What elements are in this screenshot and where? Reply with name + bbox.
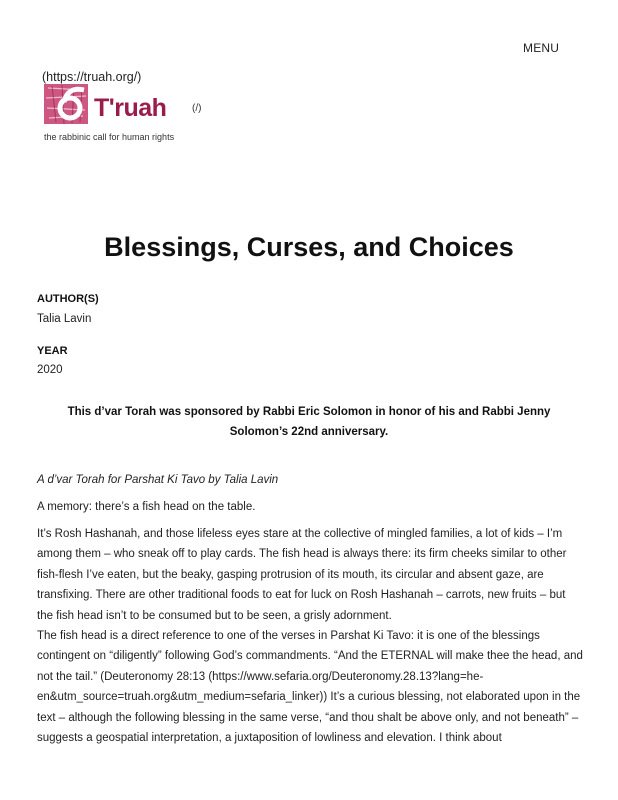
paragraph-2: It’s Rosh Hashanah, and those lifeless eyes stare at the collective of mingled families, a lot of kids – I’m among them – who sneak off to play cards. The fish head is always there: its firm cheeks similar to other fish-flesh I’ve eaten, but the beaky, gasping protrusion of its mouth, its circular and absent gaze, are transfixing. There are other traditional foods to eat for luck on Rosh Hashanah – carrots, new fruits – but the fish head isn’t to be consumed but to be seen, a grisly adornment. bbox=[37, 528, 567, 622]
page-title: Blessings, Curses, and Choices bbox=[104, 232, 514, 262]
year-label: YEAR bbox=[37, 345, 68, 357]
year-value: 2020 bbox=[37, 364, 63, 376]
home-link[interactable]: (/) bbox=[192, 103, 202, 114]
truah-logo-mark-icon bbox=[44, 80, 92, 130]
sponsor-note: This d’var Torah was sponsored by Rabbi Eric Solomon in honor of his and Rabbi Jenny Solomon’s 22nd anniversary. bbox=[67, 406, 551, 438]
menu-button[interactable]: MENU bbox=[523, 41, 560, 55]
paragraph-3: The fish head is a direct reference to one of the verses in Parshat Ki Tavo: it is one of the blessings contingent on “diligently” following God’s commandments. “And the ETERNAL will make thee the head, and not the tail.” (Deuteronomy 28:13 (https://www.sefaria.org/Deuteronomy.28.13?lang=he-en&utm_source=truah.org&utm_medium=sefaria_linker)) It’s a curious blessing, not elaborated upon in the text – although the following blessing in the same verse, “and thou shalt be above only, and not beneath” – suggests a geospatial interpretation, a juxtaposition of lowliness and elevation. I think about bbox=[37, 630, 583, 745]
truah-logo[interactable] bbox=[44, 80, 194, 142]
logo-wordmark: T'ruah bbox=[94, 94, 167, 122]
author-name: Talia Lavin bbox=[37, 313, 92, 325]
logo-link[interactable]: (https://truah.org/) bbox=[42, 70, 142, 84]
paragraph-1: A memory: there’s a fish head on the table. bbox=[37, 501, 256, 513]
byline: A d’var Torah for Parshat Ki Tavo by Talia Lavin bbox=[37, 474, 279, 486]
author-label: AUTHOR(S) bbox=[37, 293, 99, 305]
logo-tagline: the rabbinic call for human rights bbox=[44, 132, 175, 142]
